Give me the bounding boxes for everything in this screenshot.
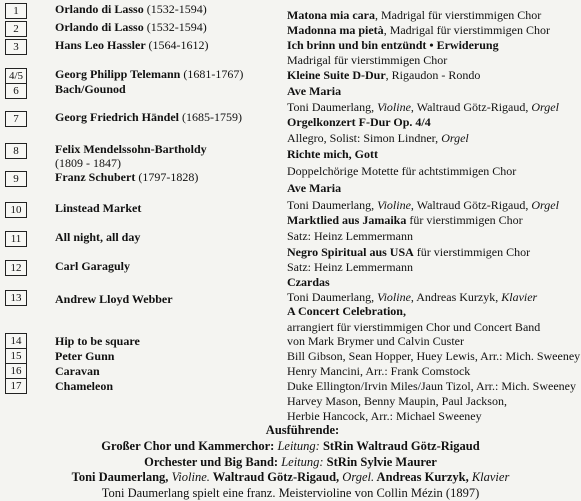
track-number: 7: [5, 111, 27, 127]
track-number: 6: [5, 83, 27, 99]
performers-note: Toni Daumerlang spielt eine franz. Meistervioline von Collin Mézin (1897): [101, 486, 480, 500]
track-number: 8: [5, 143, 27, 159]
work-line: Madonna ma pietà, Madrigal für vierstimmigen Chor: [287, 23, 550, 37]
composer: Carl Garaguly: [55, 259, 130, 273]
track-number: 1: [5, 3, 27, 19]
track-number: 9: [5, 171, 27, 187]
work-line: A Concert Celebration,: [287, 304, 406, 318]
composer: Georg Philipp Telemann (1681-1767): [55, 67, 244, 81]
performers-line: Orchester und Big Band: Leitung: StRin Sylvie Maurer: [144, 455, 437, 469]
work-line: Orgelkonzert F-Dur Op. 4/4: [287, 115, 431, 129]
track-number: 16: [5, 363, 27, 379]
work-line: Duke Ellington/Irvin Miles/Jaun Tizol, Arr.: Mich. Sweeney: [287, 379, 576, 393]
work-line: von Mark Brymer und Calvin Custer: [287, 334, 464, 348]
work-line: Satz: Heinz Lemmermann: [287, 260, 413, 274]
composer: Hip to be square: [55, 334, 140, 348]
composer: Bach/Gounod: [55, 82, 126, 96]
composer: All night, all day: [55, 230, 141, 244]
performers-heading: Ausführende:: [265, 423, 340, 437]
work-line: Matona mia cara, Madrigal für vierstimmigen Chor: [287, 8, 542, 22]
work-line: Ave Maria: [287, 84, 342, 98]
work-line: Satz: Heinz Lemmermann: [287, 229, 413, 243]
work-line: Toni Daumerlang, Violine, Waltraud Götz-Rigaud, Orgel: [287, 100, 559, 114]
composer: Chameleon: [55, 379, 113, 393]
track-number: 17: [5, 378, 27, 394]
composer: Peter Gunn: [55, 349, 115, 363]
work-line: Allegro, Solist: Simon Lindner, Orgel: [287, 131, 469, 145]
work-line: Doppelchörige Motette für achtstimmigen Chor: [287, 164, 517, 178]
work-line: Henry Mancini, Arr.: Frank Comstock: [287, 364, 471, 378]
work-line: Marktlied aus Jamaika für vierstimmigen Chor: [287, 213, 523, 227]
work-line: Toni Daumerlang, Violine, Andreas Kurzyk, Klavier: [287, 290, 538, 304]
composer-dates: (1809 - 1847): [55, 156, 121, 170]
track-number: 14: [5, 333, 27, 349]
track-number: 3: [5, 39, 27, 55]
track-number: 15: [5, 348, 27, 364]
track-number: 10: [5, 202, 27, 218]
track-number: 12: [5, 260, 27, 276]
composer: Orlando di Lasso (1532-1594): [55, 2, 207, 16]
work-line: Bill Gibson, Sean Hopper, Huey Lewis, Arr.: Mich. Sweeney: [287, 349, 581, 363]
track-number: 4/5: [5, 68, 27, 84]
composer: Felix Mendelssohn-Bartholdy: [55, 142, 207, 156]
composer: Franz Schubert (1797-1828): [55, 170, 199, 184]
track-number: 13: [5, 290, 27, 306]
performers-line: Großer Chor und Kammerchor: Leitung: StRin Waltraud Götz-Rigaud: [101, 439, 480, 453]
composer: Hans Leo Hassler (1564-1612): [55, 38, 209, 52]
work-line: Herbie Hancock, Arr.: Michael Sweeney: [287, 409, 482, 423]
work-line: Ave Maria: [287, 181, 342, 195]
work-line: Ich brinn und bin entzündt • Erwiderung: [287, 38, 499, 52]
work-line: Negro Spiritual aus USA für vierstimmigen Chor: [287, 245, 531, 259]
composer: Caravan: [55, 364, 100, 378]
track-number: 11: [5, 231, 27, 247]
work-line: Richte mich, Gott: [287, 147, 378, 161]
track-number: 2: [5, 21, 27, 37]
work-line: Toni Daumerlang, Violine, Waltraud Götz-Rigaud, Orgel: [287, 198, 559, 212]
performers-line: Toni Daumerlang, Violine. Waltraud Götz-Rigaud, Orgel. Andreas Kurzyk, Klavier: [71, 470, 510, 484]
composer: Linstead Market: [55, 201, 142, 215]
work-line: Kleine Suite D-Dur, Rigaudon - Rondo: [287, 68, 481, 82]
work-line: Czardas: [287, 275, 330, 289]
work-line: arrangiert für vierstimmigen Chor und Concert Band: [287, 320, 541, 334]
work-line: Madrigal für vierstimmigen Chor: [287, 53, 448, 67]
composer: Orlando di Lasso (1532-1594): [55, 20, 207, 34]
composer: Georg Friedrich Händel (1685-1759): [55, 110, 242, 124]
composer: Andrew Lloyd Webber: [55, 292, 173, 306]
work-line: Harvey Mason, Benny Maupin, Paul Jackson,: [287, 394, 507, 408]
